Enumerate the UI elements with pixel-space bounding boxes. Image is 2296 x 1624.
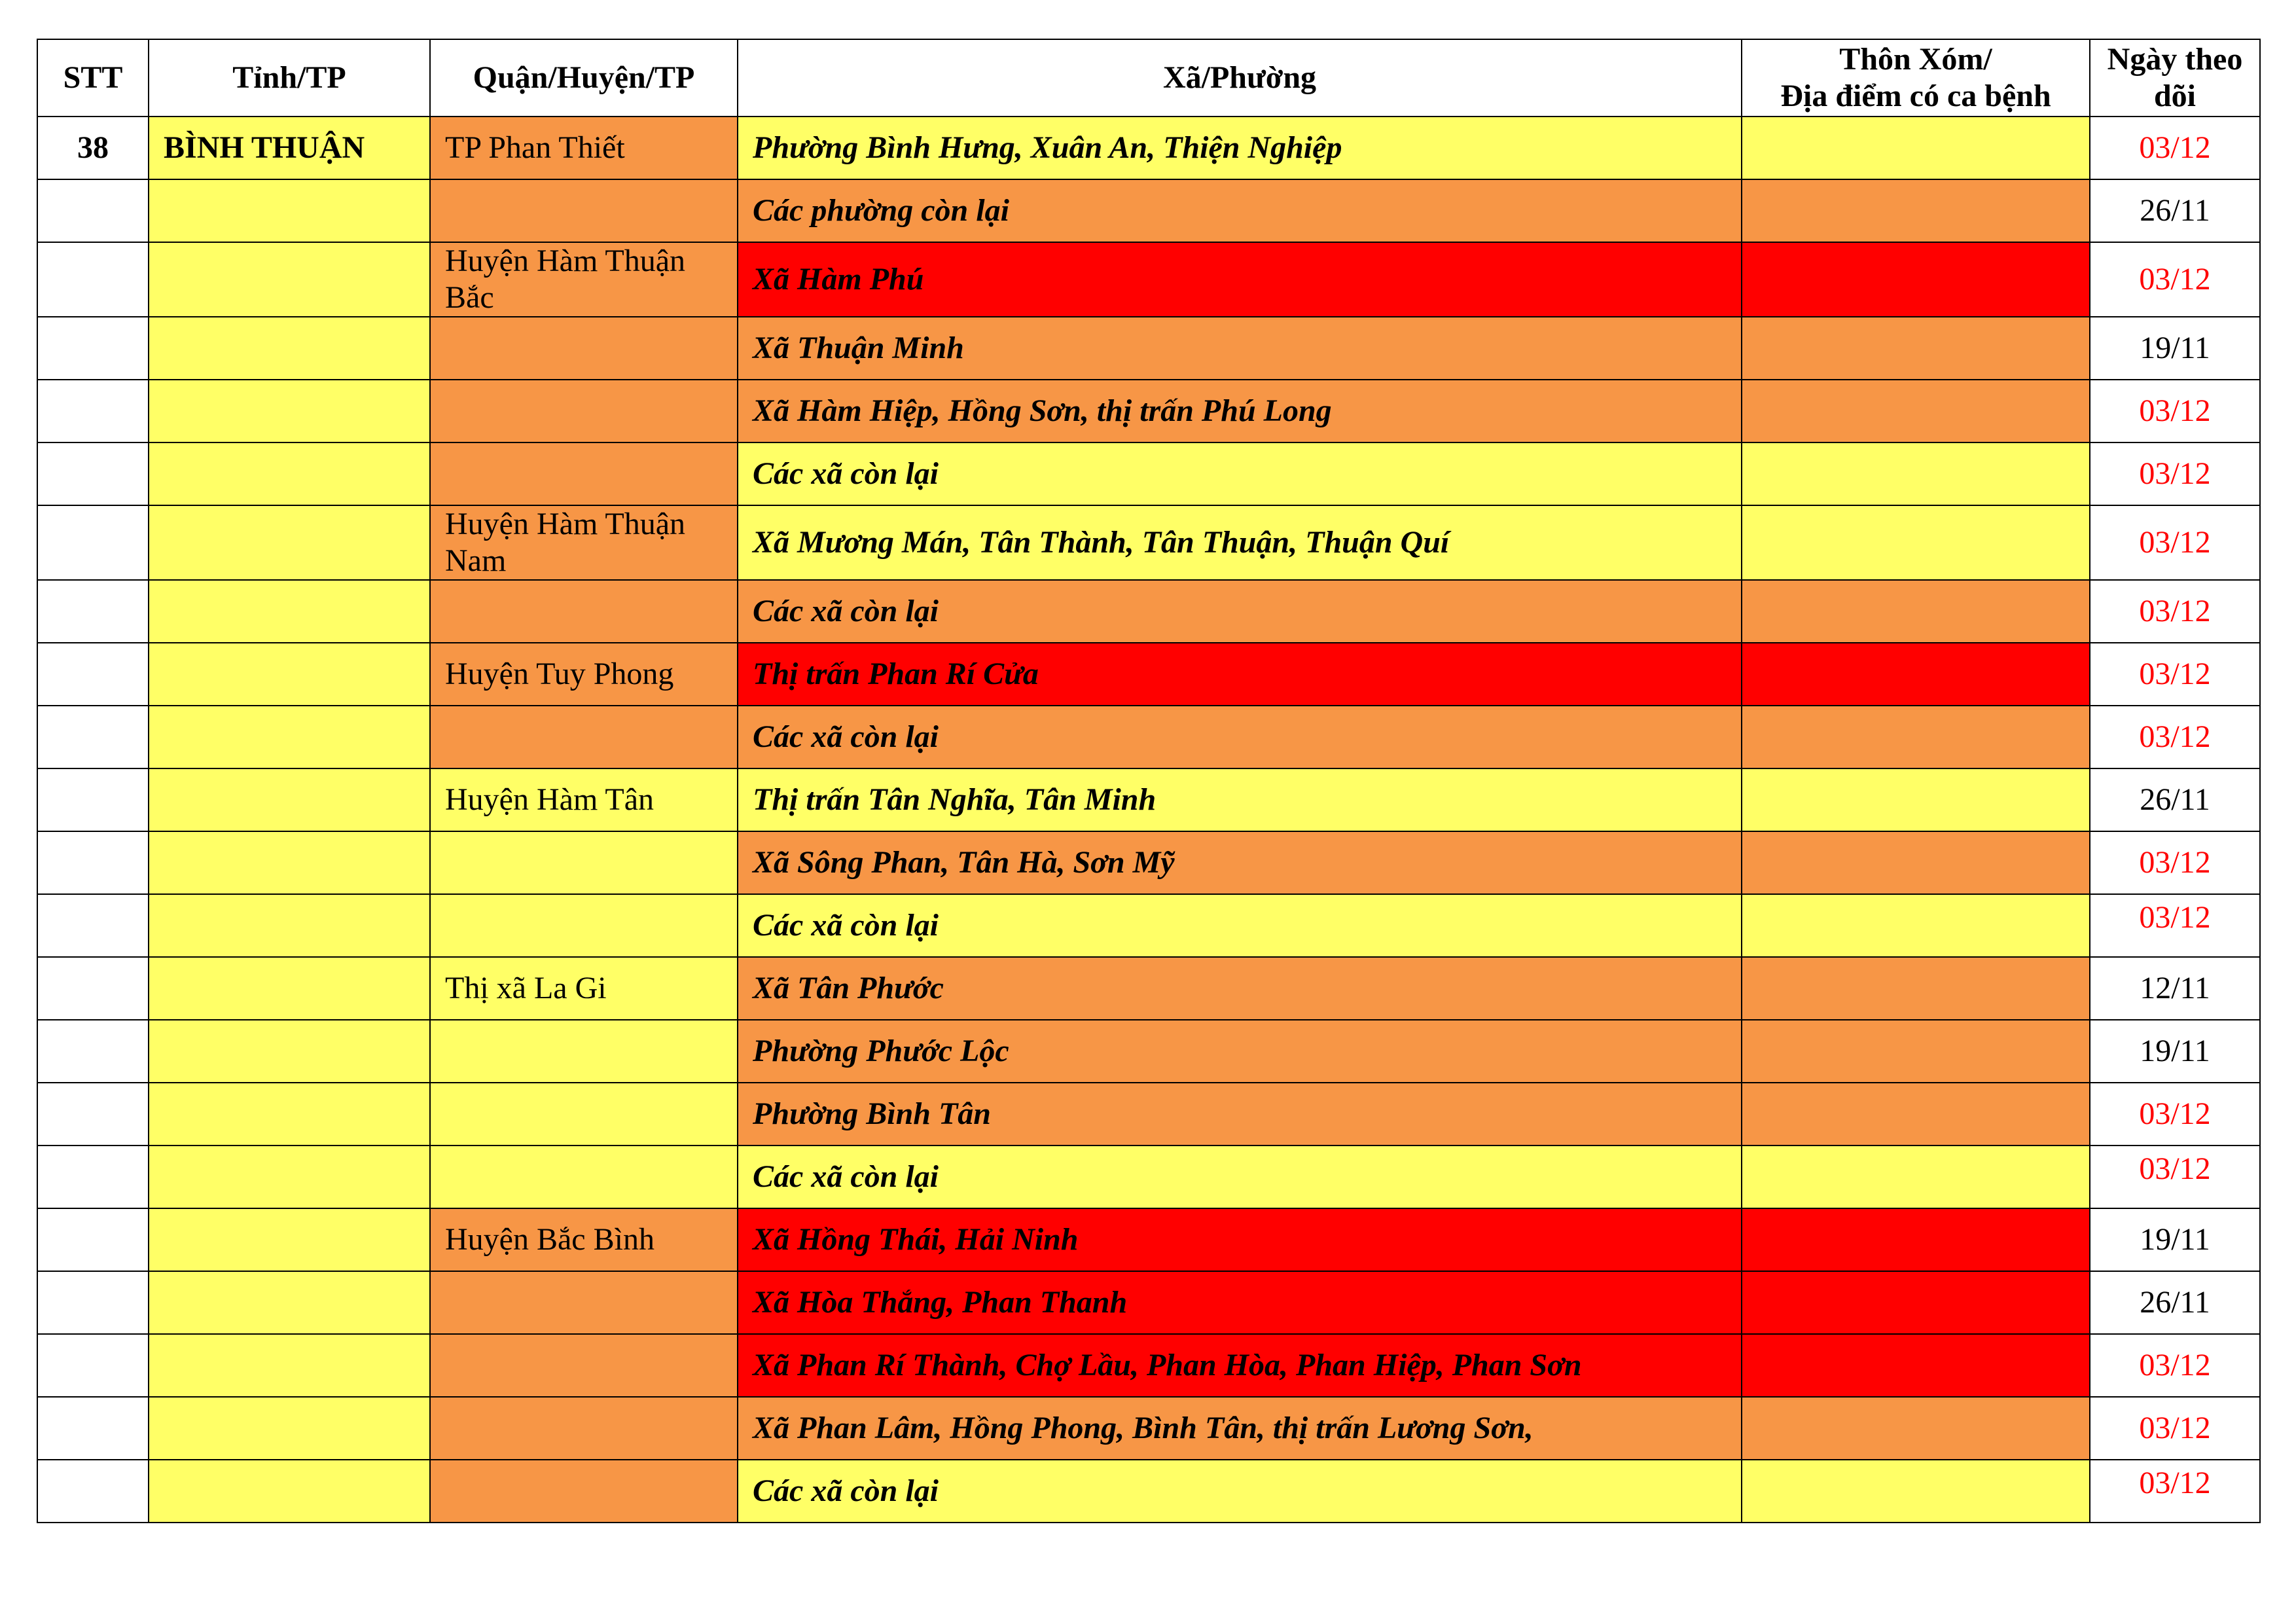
cell-district [430,1460,738,1523]
cell-ward-text: Các xã còn lại [753,594,939,628]
cell-village [1742,442,2090,505]
table-row [37,894,2260,957]
table-row [37,442,2260,505]
table-row [37,831,2260,894]
cell-stt [37,580,149,643]
cell-stt [37,1146,149,1208]
table-row [37,505,2260,580]
cell-date [2090,1020,2260,1083]
cell-stt-text: 38 [77,130,109,165]
table-row [37,1208,2260,1271]
cell-ward [738,768,1742,831]
cell-district [430,643,738,706]
cell-ward-text: Các xã còn lại [753,719,939,754]
cell-ward [738,380,1742,442]
cell-date-text: 03/12 [2139,719,2211,754]
cell-ward-text: Xã Hàm Hiệp, Hồng Sơn, thị trấn Phú Long [753,393,1332,428]
cell-stt [37,831,149,894]
cell-stt [37,505,149,580]
cell-date [2090,894,2260,957]
cell-village [1742,1083,2090,1146]
cell-district [430,1146,738,1208]
table-row [37,117,2260,179]
cell-ward-text: Xã Mương Mán, Tân Thành, Tân Thuận, Thuận Quí [753,525,1450,560]
cell-province [149,317,430,380]
cell-ward-text: Phường Bình Hưng, Xuân An, Thiện Nghiệp [753,130,1342,165]
cell-ward-text: Xã Hàm Phú [753,262,924,297]
cell-district [430,580,738,643]
cell-ward [738,1146,1742,1208]
cell-district [430,768,738,831]
cell-ward [738,1020,1742,1083]
cell-date [2090,117,2260,179]
cell-date-text: 03/12 [2139,1151,2211,1186]
cell-ward-text: Phường Phước Lộc [753,1034,1009,1068]
cell-district [430,1271,738,1334]
cell-ward-text: Các phường còn lại [753,193,1009,228]
cell-village [1742,1460,2090,1523]
cell-district [430,957,738,1020]
cell-ward [738,1271,1742,1334]
cell-province [149,505,430,580]
table-row [37,1083,2260,1146]
cell-province [149,1146,430,1208]
table-row [37,1020,2260,1083]
cell-stt [37,117,149,179]
cell-ward [738,831,1742,894]
cell-stt [37,442,149,505]
cell-stt [37,1271,149,1334]
cell-ward [738,1460,1742,1523]
cell-village [1742,505,2090,580]
cell-district [430,894,738,957]
cell-district-text: Thị xã La Gi [445,971,607,1005]
header-ward: Xã/Phường [738,39,1742,117]
cell-ward [738,957,1742,1020]
cell-district [430,317,738,380]
cell-village [1742,831,2090,894]
cell-date [2090,1334,2260,1397]
cell-date-text: 03/12 [2139,1411,2211,1445]
cell-date [2090,1271,2260,1334]
cell-date [2090,317,2260,380]
header-date [2090,39,2260,117]
cell-province [149,1020,430,1083]
cell-province [149,768,430,831]
cell-date [2090,242,2260,317]
header-stt: STT [37,39,149,117]
header-village [1742,39,2090,117]
cell-date-text: 19/11 [2140,1222,2210,1257]
cell-ward [738,1083,1742,1146]
cell-district [430,179,738,242]
cell-province [149,580,430,643]
cell-stt [37,242,149,317]
cell-ward-text: Xã Tân Phước [753,971,944,1005]
cell-province [149,242,430,317]
cell-date [2090,1397,2260,1460]
cell-district [430,1334,738,1397]
table-row [37,179,2260,242]
cell-date-text: 03/12 [2139,1466,2211,1500]
cell-district-text: Huyện Tuy Phong [445,657,674,691]
table-row [37,380,2260,442]
cell-ward-text: Xã Hồng Thái, Hải Ninh [753,1222,1079,1257]
cell-village [1742,580,2090,643]
cell-date [2090,831,2260,894]
cell-district-text: Huyện Hàm Tân [445,782,655,817]
cell-province [149,831,430,894]
table-row [37,317,2260,380]
cell-province [149,957,430,1020]
cell-stt [37,1334,149,1397]
cell-village [1742,643,2090,706]
header-date-line2: dõi [2153,79,2197,113]
cell-date [2090,580,2260,643]
cell-stt [37,317,149,380]
table-row [37,1397,2260,1460]
cell-date [2090,643,2260,706]
cell-village [1742,380,2090,442]
cell-date-text: 03/12 [2139,1096,2211,1131]
cell-date-text: 03/12 [2139,262,2211,297]
cell-date [2090,505,2260,580]
cell-village [1742,317,2090,380]
cell-province [149,894,430,957]
cell-stt [37,1020,149,1083]
cell-province [149,1208,430,1271]
cell-ward [738,643,1742,706]
cell-date [2090,1208,2260,1271]
cell-ward [738,894,1742,957]
cell-stt [37,768,149,831]
cell-village [1742,1020,2090,1083]
cell-date [2090,768,2260,831]
cell-ward-text: Các xã còn lại [753,1159,939,1194]
cell-ward [738,117,1742,179]
cell-village [1742,894,2090,957]
cell-ward-text: Thị trấn Tân Nghĩa, Tân Minh [753,782,1157,817]
table-header-row [37,39,2260,117]
cell-district-text: Huyện Hàm Thuận Bắc [445,244,686,315]
cell-ward [738,505,1742,580]
cell-village [1742,1271,2090,1334]
cell-village [1742,1334,2090,1397]
cell-ward-text: Xã Hòa Thắng, Phan Thanh [753,1285,1128,1320]
table-row [37,1334,2260,1397]
cell-ward-text: Xã Sông Phan, Tân Hà, Sơn Mỹ [753,845,1175,880]
table-row [37,1146,2260,1208]
cell-ward-text: Xã Thuận Minh [753,331,964,365]
cell-district [430,505,738,580]
cell-date [2090,442,2260,505]
header-district: Quận/Huyện/TP [430,39,738,117]
cell-ward-text: Phường Bình Tân [753,1096,991,1131]
cell-ward [738,1334,1742,1397]
table-row [37,643,2260,706]
header-village-line2: Địa điểm có ca bệnh [1780,79,2051,113]
table-row [37,242,2260,317]
cell-village [1742,1208,2090,1271]
cell-ward-text: Xã Phan Lâm, Hồng Phong, Bình Tân, thị trấn Lương Sơn, [753,1411,1534,1445]
cell-province [149,1083,430,1146]
cell-province [149,1397,430,1460]
cell-date-text: 03/12 [2139,900,2211,935]
cell-province-text: BÌNH THUẬN [164,130,365,165]
cell-province [149,117,430,179]
cell-district [430,1083,738,1146]
cell-date [2090,1083,2260,1146]
cell-district [430,706,738,768]
table-row [37,1271,2260,1334]
cell-date-text: 03/12 [2139,1348,2211,1382]
cell-date-text: 03/12 [2139,456,2211,491]
cell-date-text: 26/11 [2140,782,2210,817]
cell-ward-text: Xã Phan Rí Thành, Chợ Lầu, Phan Hòa, Phan Hiệp, Phan Sơn [753,1348,1582,1382]
cell-ward-text: Thị trấn Phan Rí Cửa [753,657,1039,691]
cell-date-text: 03/12 [2139,594,2211,628]
cell-province [149,179,430,242]
cell-ward [738,1397,1742,1460]
cell-district [430,831,738,894]
cell-village [1742,706,2090,768]
cell-village [1742,242,2090,317]
cell-province [149,442,430,505]
cell-province [149,380,430,442]
cell-date-text: 26/11 [2140,193,2210,228]
cell-date-text: 03/12 [2139,845,2211,880]
cell-date [2090,179,2260,242]
covid-zone-table [37,39,2261,1523]
cell-stt [37,179,149,242]
header-province: Tỉnh/TP [149,39,430,117]
cell-district [430,442,738,505]
cell-ward [738,442,1742,505]
cell-village [1742,957,2090,1020]
cell-date-text: 19/11 [2140,331,2210,365]
cell-district [430,117,738,179]
cell-stt [37,1208,149,1271]
cell-stt [37,1397,149,1460]
cell-ward [738,580,1742,643]
cell-province [149,1271,430,1334]
cell-date [2090,706,2260,768]
cell-date-text: 26/11 [2140,1285,2210,1320]
cell-date-text: 03/12 [2139,657,2211,691]
cell-village [1742,768,2090,831]
cell-date-text: 03/12 [2139,130,2211,165]
cell-date-text: 19/11 [2140,1034,2210,1068]
table-row [37,957,2260,1020]
cell-district [430,242,738,317]
cell-province [149,706,430,768]
cell-ward [738,317,1742,380]
table-row [37,1460,2260,1523]
cell-ward [738,242,1742,317]
cell-stt [37,380,149,442]
table-row [37,768,2260,831]
cell-date-text: 03/12 [2139,525,2211,560]
cell-district-text: Huyện Hàm Thuận Nam [445,507,686,578]
cell-district-text: Huyện Bắc Bình [445,1222,655,1257]
cell-stt [37,643,149,706]
cell-province [149,1334,430,1397]
cell-village [1742,1397,2090,1460]
cell-date [2090,957,2260,1020]
cell-date [2090,1146,2260,1208]
cell-ward [738,706,1742,768]
table-body [37,117,2260,1523]
cell-date-text: 03/12 [2139,393,2211,428]
cell-stt [37,1460,149,1523]
cell-village [1742,1146,2090,1208]
table-row [37,706,2260,768]
cell-village [1742,117,2090,179]
cell-ward-text: Các xã còn lại [753,1473,939,1508]
cell-district [430,380,738,442]
cell-province [149,643,430,706]
header-date-line1: Ngày theo [2107,42,2243,77]
cell-ward-text: Các xã còn lại [753,456,939,491]
cell-province [149,1460,430,1523]
cell-stt [37,1083,149,1146]
cell-date-text: 12/11 [2140,971,2210,1005]
cell-district [430,1397,738,1460]
cell-stt [37,706,149,768]
cell-ward-text: Các xã còn lại [753,908,939,943]
cell-district-text: TP Phan Thiết [445,130,625,165]
header-village-line1: Thôn Xóm/ [1839,42,1992,77]
cell-date [2090,380,2260,442]
cell-ward [738,1208,1742,1271]
cell-ward [738,179,1742,242]
cell-stt [37,957,149,1020]
cell-village [1742,179,2090,242]
cell-stt [37,894,149,957]
cell-date [2090,1460,2260,1523]
cell-district [430,1208,738,1271]
table-row [37,580,2260,643]
cell-district [430,1020,738,1083]
